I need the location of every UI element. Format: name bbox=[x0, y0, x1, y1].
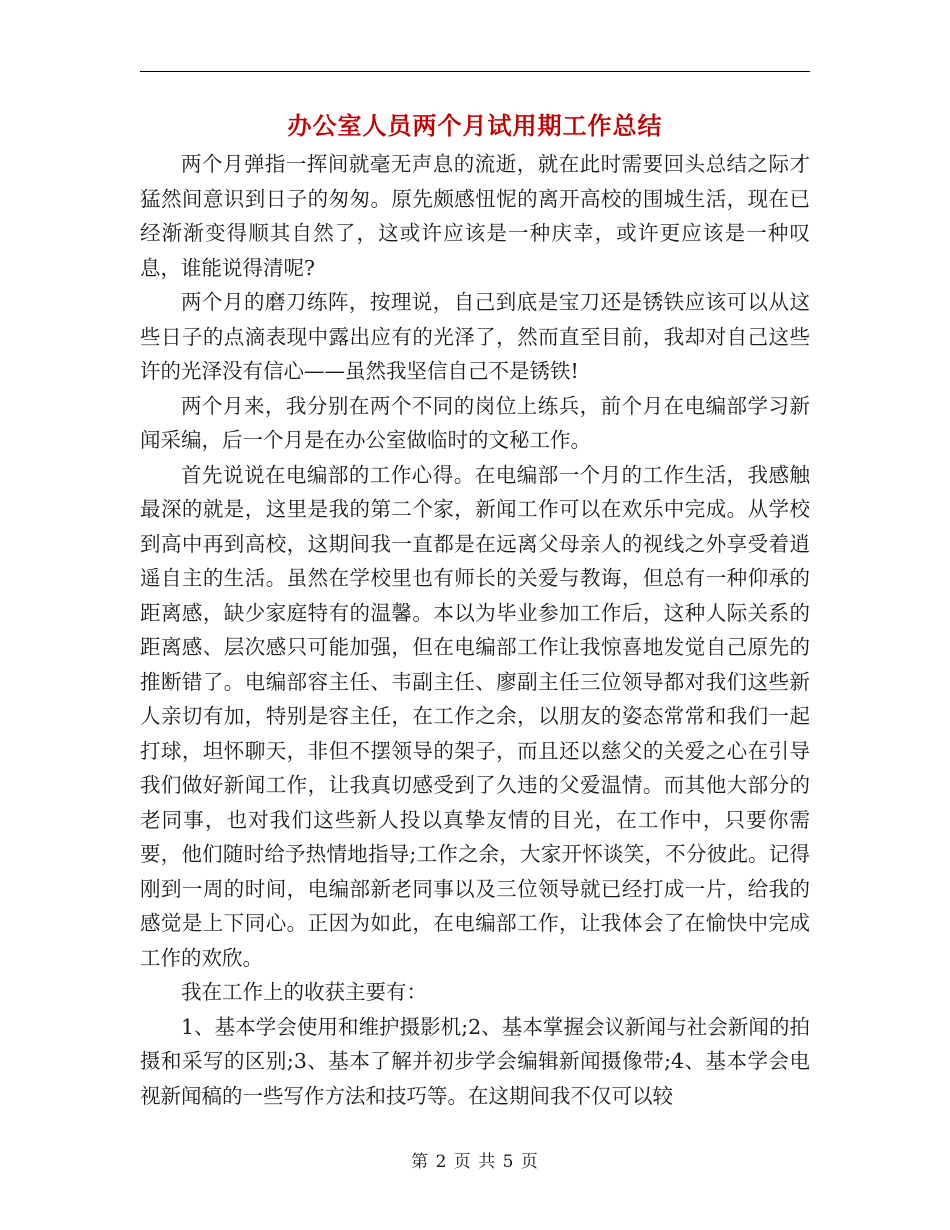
paragraph-3: 两个月来，我分别在两个不同的岗位上练兵，前个月在电编部学习新闻采编，后一个月是在办公室做临时的文秘工作。 bbox=[140, 393, 810, 452]
paragraph-6: 1、基本学会使用和维护摄影机;2、基本掌握会议新闻与社会新闻的拍摄和采写的区别;3、基本了解并初步学会编辑新闻摄像带;4、基本学会电视新闻稿的一些写作方法和技巧等。在这期间我不仅可以较 bbox=[140, 1014, 810, 1108]
document-body bbox=[140, 147, 810, 1113]
page-number-footer: 第 2 页 共 5 页 bbox=[411, 1152, 539, 1172]
paragraph-4: 首先说说在电编部的工作心得。在电编部一个月的工作生活，我感触最深的就是，这里是我的第二个家，新闻工作可以在欢乐中完成。从学校到高中再到高校，这期间我一直都是在远离父母亲人的视线之外享受着逍遥自主的生活。虽然在学校里也有师长的关爱与教诲，但总有一种仰承的距离感，缺少家庭特有的温馨。本以为毕业参加工作后，这种人际关系的距离感、层次感只可能加强，但在电编部工作让我惊喜地发觉自己原先的推断错了。电编部容主任、韦副主任、廖副主任三位领导都对我们这些新人亲切有加，特别是容主任，在工作之余，以朋友的姿态常常和我们一起打球，坦怀聊天，非但不摆领导的架子，而且还以慈父的关爱之心在引导我们做好新闻工作，让我真切感受到了久违的父爱温情。而其他大部分的老同事，也对我们这些新人投以真挚友情的目光，在工作中，只要你需要，他们随时给予热情地指导;工作之余，大家开怀谈笑，不分彼此。记得刚到一周的时间，电编部新老同事以及三位领导就已经打成一片，给我的感觉是上下同心。正因为如此，在电编部工作，让我体会了在愉快中完成工作的欢欣。 bbox=[140, 462, 810, 970]
paragraph-2: 两个月的磨刀练阵，按理说，自己到底是宝刀还是锈铁应该可以从这些日子的点滴表现中露出应有的光泽了，然而直至目前，我却对自己这些许的光泽没有信心——虽然我坚信自己不是锈铁! bbox=[140, 290, 810, 383]
document-title: 办公室人员两个月试用期工作总结 bbox=[287, 111, 663, 140]
header-rule bbox=[140, 71, 810, 72]
paragraph-5: 我在工作上的收获主要有： bbox=[181, 980, 427, 1004]
paragraph-1: 两个月弹指一挥间就毫无声息的流逝，就在此时需要回头总结之际才猛然间意识到日子的匆匆。原先颇感忸怩的离开高校的围城生活，现在已经渐渐变得顺其自然了，这或许应该是一种庆幸，或许更应该是一种叹息，谁能说得清呢? bbox=[140, 152, 810, 280]
